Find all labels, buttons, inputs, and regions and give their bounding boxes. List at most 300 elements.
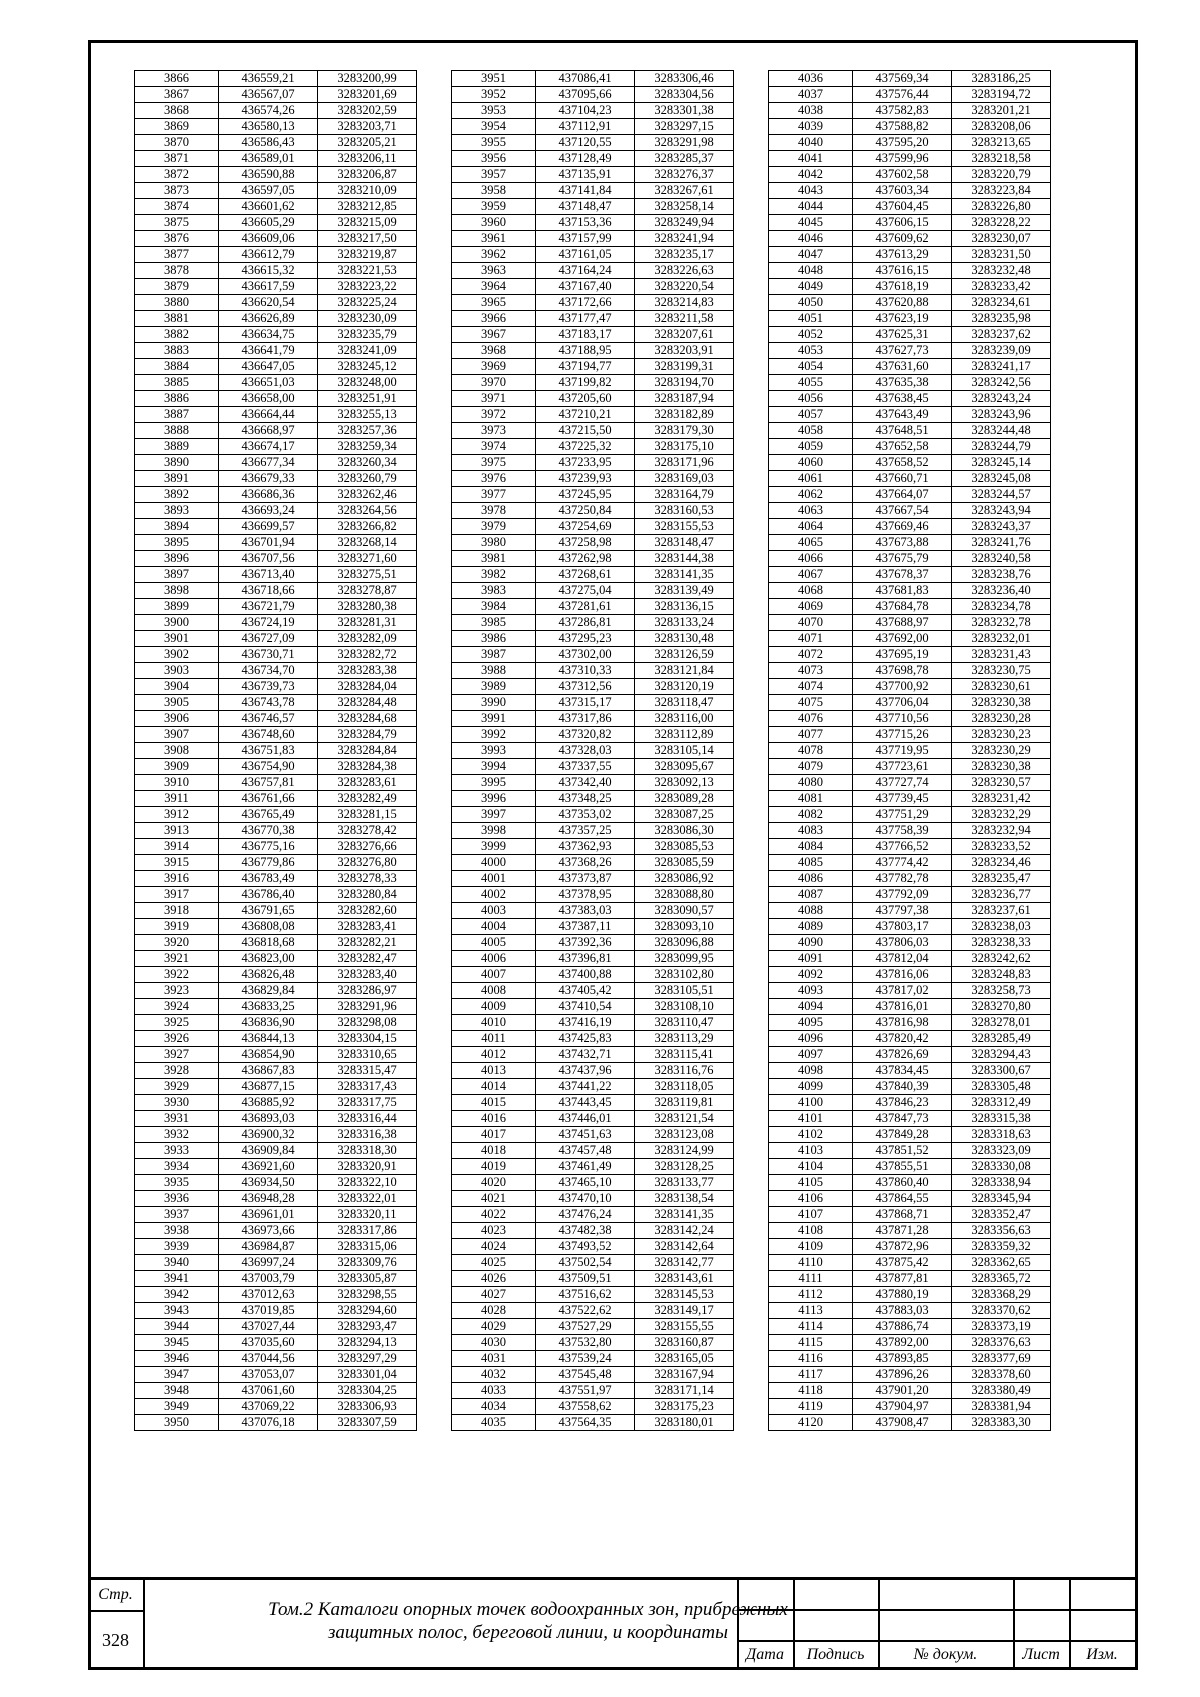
x-coordinate: 437476,24 — [536, 1207, 635, 1223]
point-number: 3972 — [452, 407, 536, 423]
point-number: 3876 — [135, 231, 219, 247]
y-coordinate: 3283155,55 — [635, 1319, 734, 1335]
table-row — [135, 887, 417, 903]
x-coordinate: 437627,73 — [853, 343, 952, 359]
y-coordinate: 3283235,98 — [952, 311, 1051, 327]
point-number: 3880 — [135, 295, 219, 311]
point-number: 4045 — [769, 215, 853, 231]
point-number: 4001 — [452, 871, 536, 887]
x-coordinate: 437410,54 — [536, 999, 635, 1015]
x-coordinate: 436786,40 — [219, 887, 318, 903]
point-number: 4047 — [769, 247, 853, 263]
stamp-sheet-label: Лист — [1022, 1646, 1060, 1663]
table-row — [769, 151, 1051, 167]
y-coordinate: 3283226,63 — [635, 263, 734, 279]
table-row — [135, 1415, 417, 1431]
y-coordinate: 3283136,15 — [635, 599, 734, 615]
point-number: 4112 — [769, 1287, 853, 1303]
table-row — [135, 1399, 417, 1415]
x-coordinate: 437719,95 — [853, 743, 952, 759]
point-number: 3888 — [135, 423, 219, 439]
point-number: 3871 — [135, 151, 219, 167]
table-row — [769, 839, 1051, 855]
point-number: 3931 — [135, 1111, 219, 1127]
x-coordinate: 437446,01 — [536, 1111, 635, 1127]
table-row — [452, 759, 734, 775]
y-coordinate: 3283230,38 — [952, 759, 1051, 775]
point-number: 3920 — [135, 935, 219, 951]
y-coordinate: 3283133,24 — [635, 615, 734, 631]
point-number: 3894 — [135, 519, 219, 535]
point-number: 3874 — [135, 199, 219, 215]
table-row — [135, 1383, 417, 1399]
x-coordinate: 436844,13 — [219, 1031, 318, 1047]
x-coordinate: 437652,58 — [853, 439, 952, 455]
table-row — [769, 1063, 1051, 1079]
x-coordinate: 436748,60 — [219, 727, 318, 743]
point-number: 3986 — [452, 631, 536, 647]
x-coordinate: 437751,29 — [853, 807, 952, 823]
y-coordinate: 3283121,54 — [635, 1111, 734, 1127]
point-number: 4007 — [452, 967, 536, 983]
table-row — [135, 391, 417, 407]
stamp-date-label: Дата — [746, 1646, 784, 1663]
y-coordinate: 3283259,34 — [318, 439, 417, 455]
x-coordinate: 437877,81 — [853, 1271, 952, 1287]
table-row — [769, 551, 1051, 567]
x-coordinate: 437618,19 — [853, 279, 952, 295]
point-number: 3998 — [452, 823, 536, 839]
x-coordinate: 437782,78 — [853, 871, 952, 887]
table-row — [135, 759, 417, 775]
point-number: 4076 — [769, 711, 853, 727]
point-number: 4093 — [769, 983, 853, 999]
table-row — [135, 1031, 417, 1047]
table-row — [452, 487, 734, 503]
y-coordinate: 3283194,72 — [952, 87, 1051, 103]
y-coordinate: 3283235,79 — [318, 327, 417, 343]
y-coordinate: 3283236,40 — [952, 583, 1051, 599]
y-coordinate: 3283123,08 — [635, 1127, 734, 1143]
table-row — [135, 359, 417, 375]
x-coordinate: 436893,03 — [219, 1111, 318, 1127]
x-coordinate: 437509,51 — [536, 1271, 635, 1287]
y-coordinate: 3283309,76 — [318, 1255, 417, 1271]
point-number: 4005 — [452, 935, 536, 951]
title-block — [88, 1577, 1138, 1670]
table-row — [452, 535, 734, 551]
y-coordinate: 3283090,57 — [635, 903, 734, 919]
y-coordinate: 3283232,48 — [952, 263, 1051, 279]
y-coordinate: 3283283,61 — [318, 775, 417, 791]
x-coordinate: 437392,36 — [536, 935, 635, 951]
point-number: 3960 — [452, 215, 536, 231]
x-coordinate: 436909,84 — [219, 1143, 318, 1159]
y-coordinate: 3283238,03 — [952, 919, 1051, 935]
point-number: 4083 — [769, 823, 853, 839]
y-coordinate: 3283102,80 — [635, 967, 734, 983]
table-row — [135, 327, 417, 343]
table-row — [769, 631, 1051, 647]
table-row — [769, 1239, 1051, 1255]
x-coordinate: 436730,71 — [219, 647, 318, 663]
point-number: 4115 — [769, 1335, 853, 1351]
x-coordinate: 437606,15 — [853, 215, 952, 231]
x-coordinate: 437846,23 — [853, 1095, 952, 1111]
table-row — [135, 103, 417, 119]
point-number: 4086 — [769, 871, 853, 887]
x-coordinate: 437620,88 — [853, 295, 952, 311]
table-row — [769, 311, 1051, 327]
table-row — [452, 775, 734, 791]
point-number: 3949 — [135, 1399, 219, 1415]
y-coordinate: 3283230,38 — [952, 695, 1051, 711]
table-row — [769, 247, 1051, 263]
x-coordinate: 437880,19 — [853, 1287, 952, 1303]
point-number: 3908 — [135, 743, 219, 759]
x-coordinate: 436791,65 — [219, 903, 318, 919]
point-number: 3999 — [452, 839, 536, 855]
table-row — [452, 87, 734, 103]
document-title: Том.2 Каталоги опорных точек водоохранных зон, прибрежных защитных полос, береговой линии, и координаты — [268, 1599, 788, 1643]
x-coordinate: 437816,06 — [853, 967, 952, 983]
x-coordinate: 436765,49 — [219, 807, 318, 823]
x-coordinate: 437104,23 — [536, 103, 635, 119]
table-row — [135, 343, 417, 359]
y-coordinate: 3283201,69 — [318, 87, 417, 103]
table-row — [452, 1383, 734, 1399]
point-number: 4003 — [452, 903, 536, 919]
y-coordinate: 3283231,43 — [952, 647, 1051, 663]
y-coordinate: 3283368,29 — [952, 1287, 1051, 1303]
x-coordinate: 437387,11 — [536, 919, 635, 935]
table-row — [769, 1303, 1051, 1319]
point-number: 4016 — [452, 1111, 536, 1127]
x-coordinate: 437851,52 — [853, 1143, 952, 1159]
y-coordinate: 3283241,09 — [318, 343, 417, 359]
table-row — [135, 183, 417, 199]
y-coordinate: 3283085,59 — [635, 855, 734, 871]
point-number: 4029 — [452, 1319, 536, 1335]
y-coordinate: 3283210,09 — [318, 183, 417, 199]
table-row — [135, 119, 417, 135]
y-coordinate: 3283113,29 — [635, 1031, 734, 1047]
point-number: 4000 — [452, 855, 536, 871]
point-number: 4046 — [769, 231, 853, 247]
x-coordinate: 437315,17 — [536, 695, 635, 711]
point-number: 4049 — [769, 279, 853, 295]
point-number: 3969 — [452, 359, 536, 375]
x-coordinate: 436826,48 — [219, 967, 318, 983]
point-number: 4091 — [769, 951, 853, 967]
y-coordinate: 3283230,57 — [952, 775, 1051, 791]
y-coordinate: 3283182,89 — [635, 407, 734, 423]
x-coordinate: 437258,98 — [536, 535, 635, 551]
point-number: 4082 — [769, 807, 853, 823]
point-number: 4048 — [769, 263, 853, 279]
y-coordinate: 3283110,47 — [635, 1015, 734, 1031]
table-row — [769, 999, 1051, 1015]
y-coordinate: 3283200,99 — [318, 71, 417, 87]
point-number: 3982 — [452, 567, 536, 583]
y-coordinate: 3283284,68 — [318, 711, 417, 727]
point-number: 4034 — [452, 1399, 536, 1415]
y-coordinate: 3283105,14 — [635, 743, 734, 759]
x-coordinate: 437183,17 — [536, 327, 635, 343]
y-coordinate: 3283214,83 — [635, 295, 734, 311]
x-coordinate: 437700,92 — [853, 679, 952, 695]
y-coordinate: 3283248,00 — [318, 375, 417, 391]
x-coordinate: 437342,40 — [536, 775, 635, 791]
x-coordinate: 437669,46 — [853, 519, 952, 535]
y-coordinate: 3283312,49 — [952, 1095, 1051, 1111]
x-coordinate: 437564,35 — [536, 1415, 635, 1431]
y-coordinate: 3283282,47 — [318, 951, 417, 967]
x-coordinate: 437613,29 — [853, 247, 952, 263]
x-coordinate: 437792,09 — [853, 887, 952, 903]
x-coordinate: 437465,10 — [536, 1175, 635, 1191]
table-row — [769, 1319, 1051, 1335]
y-coordinate: 3283283,40 — [318, 967, 417, 983]
x-coordinate: 437095,66 — [536, 87, 635, 103]
table-row — [452, 375, 734, 391]
x-coordinate: 437254,69 — [536, 519, 635, 535]
table-row — [135, 423, 417, 439]
table-row — [135, 711, 417, 727]
point-number: 4075 — [769, 695, 853, 711]
table-row — [452, 1399, 734, 1415]
y-coordinate: 3283171,96 — [635, 455, 734, 471]
y-coordinate: 3283315,47 — [318, 1063, 417, 1079]
table-row — [769, 903, 1051, 919]
point-number: 3870 — [135, 135, 219, 151]
x-coordinate: 437194,77 — [536, 359, 635, 375]
x-coordinate: 437797,38 — [853, 903, 952, 919]
y-coordinate: 3283260,79 — [318, 471, 417, 487]
table-row — [452, 791, 734, 807]
y-coordinate: 3283165,05 — [635, 1351, 734, 1367]
x-coordinate: 436707,56 — [219, 551, 318, 567]
table-row — [452, 247, 734, 263]
table-row — [769, 1079, 1051, 1095]
table-row — [769, 71, 1051, 87]
table-row — [452, 1223, 734, 1239]
x-coordinate: 437451,63 — [536, 1127, 635, 1143]
point-number: 4009 — [452, 999, 536, 1015]
table-row — [769, 1383, 1051, 1399]
table-row — [135, 247, 417, 263]
table-row — [452, 1415, 734, 1431]
table-row — [135, 1111, 417, 1127]
x-coordinate: 437295,23 — [536, 631, 635, 647]
stamp-doc-number-label: № докум. — [913, 1646, 978, 1663]
y-coordinate: 3283291,98 — [635, 135, 734, 151]
point-number: 3989 — [452, 679, 536, 695]
point-number: 3873 — [135, 183, 219, 199]
x-coordinate: 437076,18 — [219, 1415, 318, 1431]
x-coordinate: 437623,19 — [853, 311, 952, 327]
x-coordinate: 436590,88 — [219, 167, 318, 183]
x-coordinate: 437723,61 — [853, 759, 952, 775]
table-row — [769, 951, 1051, 967]
x-coordinate: 437482,38 — [536, 1223, 635, 1239]
point-number: 4119 — [769, 1399, 853, 1415]
table-row — [452, 615, 734, 631]
point-number: 3964 — [452, 279, 536, 295]
x-coordinate: 436808,08 — [219, 919, 318, 935]
x-coordinate: 436867,83 — [219, 1063, 318, 1079]
x-coordinate: 436818,68 — [219, 935, 318, 951]
x-coordinate: 436779,86 — [219, 855, 318, 871]
y-coordinate: 3283317,75 — [318, 1095, 417, 1111]
point-number: 4064 — [769, 519, 853, 535]
y-coordinate: 3283306,46 — [635, 71, 734, 87]
table-row — [452, 855, 734, 871]
table-row — [452, 1319, 734, 1335]
table-row — [452, 807, 734, 823]
y-coordinate: 3283120,19 — [635, 679, 734, 695]
x-coordinate: 437302,00 — [536, 647, 635, 663]
x-coordinate: 437545,48 — [536, 1367, 635, 1383]
point-number: 3936 — [135, 1191, 219, 1207]
y-coordinate: 3283199,31 — [635, 359, 734, 375]
x-coordinate: 437053,07 — [219, 1367, 318, 1383]
x-coordinate: 437678,37 — [853, 567, 952, 583]
x-coordinate: 437225,32 — [536, 439, 635, 455]
x-coordinate: 437432,71 — [536, 1047, 635, 1063]
y-coordinate: 3283317,43 — [318, 1079, 417, 1095]
x-coordinate: 437188,95 — [536, 343, 635, 359]
x-coordinate: 436605,29 — [219, 215, 318, 231]
point-number: 3926 — [135, 1031, 219, 1047]
point-number: 3884 — [135, 359, 219, 375]
y-coordinate: 3283213,65 — [952, 135, 1051, 151]
x-coordinate: 436854,90 — [219, 1047, 318, 1063]
x-coordinate: 437539,24 — [536, 1351, 635, 1367]
point-number: 3996 — [452, 791, 536, 807]
point-number: 3966 — [452, 311, 536, 327]
point-number: 4037 — [769, 87, 853, 103]
point-number: 3875 — [135, 215, 219, 231]
point-number: 3935 — [135, 1175, 219, 1191]
x-coordinate: 437667,54 — [853, 503, 952, 519]
table-row — [452, 135, 734, 151]
x-coordinate: 437003,79 — [219, 1271, 318, 1287]
x-coordinate: 437153,36 — [536, 215, 635, 231]
y-coordinate: 3283230,29 — [952, 743, 1051, 759]
y-coordinate: 3283167,94 — [635, 1367, 734, 1383]
x-coordinate: 437012,63 — [219, 1287, 318, 1303]
table-row — [769, 807, 1051, 823]
point-number: 4057 — [769, 407, 853, 423]
point-number: 4080 — [769, 775, 853, 791]
table-row — [135, 823, 417, 839]
y-coordinate: 3283175,23 — [635, 1399, 734, 1415]
x-coordinate: 437904,97 — [853, 1399, 952, 1415]
table-row — [135, 855, 417, 871]
table-row — [452, 471, 734, 487]
table-row — [769, 599, 1051, 615]
point-number: 3943 — [135, 1303, 219, 1319]
y-coordinate: 3283223,84 — [952, 183, 1051, 199]
x-coordinate: 437205,60 — [536, 391, 635, 407]
table-row — [452, 503, 734, 519]
x-coordinate: 437437,96 — [536, 1063, 635, 1079]
x-coordinate: 436567,07 — [219, 87, 318, 103]
table-row — [769, 1287, 1051, 1303]
point-number: 3883 — [135, 343, 219, 359]
y-coordinate: 3283228,22 — [952, 215, 1051, 231]
point-number: 3965 — [452, 295, 536, 311]
y-coordinate: 3283359,32 — [952, 1239, 1051, 1255]
y-coordinate: 3283267,61 — [635, 183, 734, 199]
y-coordinate: 3283242,56 — [952, 375, 1051, 391]
table-row — [769, 1271, 1051, 1287]
point-number: 3948 — [135, 1383, 219, 1399]
point-number: 3866 — [135, 71, 219, 87]
x-coordinate: 436686,36 — [219, 487, 318, 503]
table-row — [769, 711, 1051, 727]
x-coordinate: 437688,97 — [853, 615, 952, 631]
x-coordinate: 437425,83 — [536, 1031, 635, 1047]
point-number: 3927 — [135, 1047, 219, 1063]
y-coordinate: 3283142,77 — [635, 1255, 734, 1271]
x-coordinate: 437643,49 — [853, 407, 952, 423]
point-number: 4054 — [769, 359, 853, 375]
x-coordinate: 436934,50 — [219, 1175, 318, 1191]
y-coordinate: 3283266,82 — [318, 519, 417, 535]
table-row — [452, 647, 734, 663]
point-number: 3940 — [135, 1255, 219, 1271]
table-row — [452, 151, 734, 167]
x-coordinate: 436734,70 — [219, 663, 318, 679]
x-coordinate: 436743,78 — [219, 695, 318, 711]
table-row — [769, 375, 1051, 391]
table-row — [769, 695, 1051, 711]
table-row — [452, 967, 734, 983]
point-number: 4031 — [452, 1351, 536, 1367]
x-coordinate: 437872,96 — [853, 1239, 952, 1255]
point-number: 3900 — [135, 615, 219, 631]
table-row — [135, 839, 417, 855]
x-coordinate: 437826,69 — [853, 1047, 952, 1063]
y-coordinate: 3283268,14 — [318, 535, 417, 551]
x-coordinate: 437275,04 — [536, 583, 635, 599]
y-coordinate: 3283283,41 — [318, 919, 417, 935]
table-row — [135, 1095, 417, 1111]
x-coordinate: 437576,44 — [853, 87, 952, 103]
x-coordinate: 436574,26 — [219, 103, 318, 119]
y-coordinate: 3283304,56 — [635, 87, 734, 103]
x-coordinate: 436559,21 — [219, 71, 318, 87]
y-coordinate: 3283310,65 — [318, 1047, 417, 1063]
y-coordinate: 3283144,38 — [635, 551, 734, 567]
y-coordinate: 3283244,48 — [952, 423, 1051, 439]
y-coordinate: 3283352,47 — [952, 1207, 1051, 1223]
point-number: 3922 — [135, 967, 219, 983]
y-coordinate: 3283155,53 — [635, 519, 734, 535]
y-coordinate: 3283318,63 — [952, 1127, 1051, 1143]
y-coordinate: 3283301,04 — [318, 1367, 417, 1383]
table-row — [452, 1255, 734, 1271]
table-row — [452, 583, 734, 599]
table-row — [135, 1015, 417, 1031]
table-row — [769, 759, 1051, 775]
y-coordinate: 3283276,66 — [318, 839, 417, 855]
table-row — [135, 551, 417, 567]
point-number: 4090 — [769, 935, 853, 951]
point-number: 4071 — [769, 631, 853, 647]
